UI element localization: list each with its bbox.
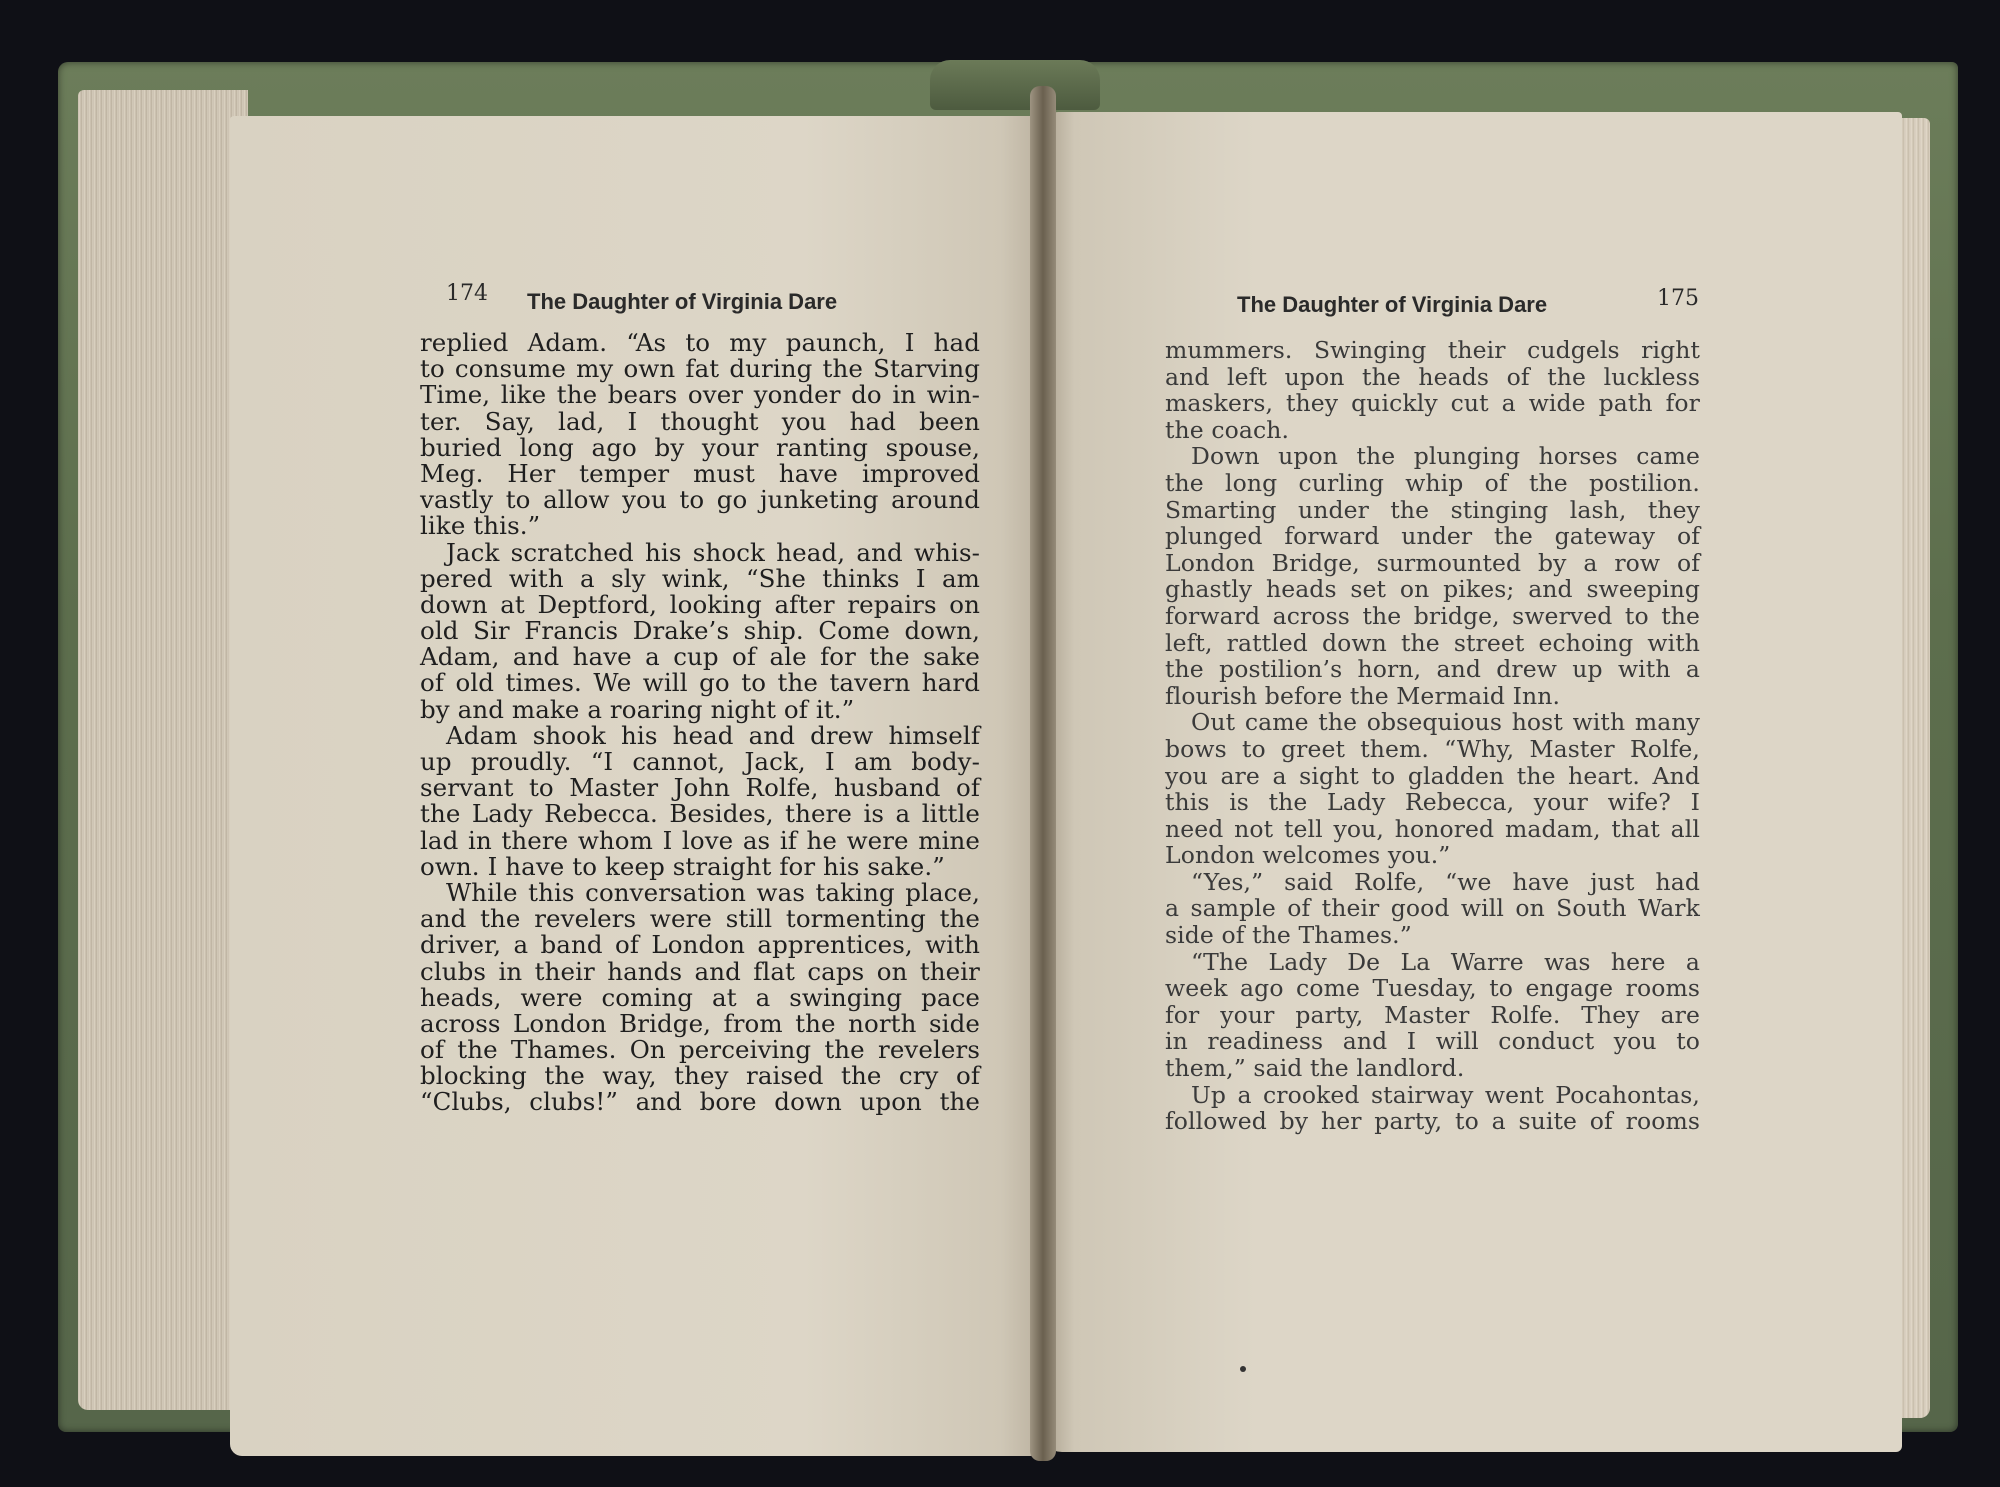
text-line: across London Bridge, from the north side xyxy=(420,1008,980,1038)
text-line: old Sir Francis Drake’s ship. Come down, xyxy=(420,616,980,646)
text-line: a sample of their good will on South Wark xyxy=(1165,894,1700,923)
text-line: mummers. Swinging their cudgels right xyxy=(1165,336,1700,364)
text-line: vastly to allow you to go junketing around xyxy=(420,485,980,515)
text-line: left, rattled down the street echoing with xyxy=(1165,628,1700,657)
text-line: “Yes,” said Rolfe, “we have just had xyxy=(1191,867,1700,896)
text-line: you are a sight to gladden the heart. And xyxy=(1165,761,1700,790)
text-line: servant to Master John Rolfe, husband of xyxy=(420,773,980,803)
text-line: the Lady Rebecca. Besides, there is a little xyxy=(420,799,980,829)
page-speck xyxy=(1240,1366,1246,1372)
text-line: bows to greet them. “Why, Master Rolfe, xyxy=(1165,734,1700,763)
text-line: London Bridge, surmounted by a row of xyxy=(1165,548,1700,577)
page-edges-left xyxy=(78,90,248,1410)
text-line: them,” said the landlord. xyxy=(1165,1054,1465,1083)
text-line: flourish before the Mermaid Inn. xyxy=(1165,681,1561,710)
text-line: Up a crooked stairway went Pocahontas, xyxy=(1191,1080,1700,1109)
text-line: the postilion’s horn, and drew up with a xyxy=(1165,655,1700,684)
text-line: Time, like the bears over yonder do in win- xyxy=(420,380,980,410)
text-line: side of the Thames.” xyxy=(1165,921,1412,950)
text-line: forward across the bridge, swerved to the xyxy=(1165,601,1700,630)
right-running-head: The Daughter of Virginia Dare xyxy=(1237,292,1548,317)
text-line: maskers, they quickly cut a wide path for xyxy=(1165,389,1700,418)
left-page-number: 174 xyxy=(446,281,488,306)
text-line: in readiness and I will conduct you to xyxy=(1165,1027,1700,1056)
text-line: and left upon the heads of the luckless xyxy=(1165,362,1700,391)
text-line: for your party, Master Rolfe. They are xyxy=(1165,1000,1700,1029)
left-running-head: The Daughter of Virginia Dare xyxy=(527,289,838,314)
text-line: like this.” xyxy=(420,511,541,541)
text-line: this is the Lady Rebecca, your wife? I xyxy=(1165,788,1700,817)
text-line: clubs in their hands and flat caps on their xyxy=(420,956,980,986)
text-line: Meg. Her temper must have improved xyxy=(420,458,980,488)
text-line: plunged forward under the gateway of xyxy=(1165,522,1700,551)
right-page-number: 175 xyxy=(1657,286,1699,311)
text-line: of the Thames. On perceiving the revelers xyxy=(420,1035,980,1065)
text-line: own. I have to keep straight for his sake.” xyxy=(420,851,945,881)
text-line: While this conversation was taking place, xyxy=(446,877,980,907)
text-line: ghastly heads set on pikes; and sweeping xyxy=(1165,575,1700,604)
text-line: down at Deptford, looking after repairs on xyxy=(420,589,980,619)
book-gutter xyxy=(1030,86,1056,1461)
text-line: driver, a band of London apprentices, with xyxy=(420,930,980,960)
text-line: of old times. We will go to the tavern hard xyxy=(420,668,980,698)
text-line: followed by her party, to a suite of rooms xyxy=(1165,1107,1700,1136)
text-line: replied Adam. “As to my paunch, I had xyxy=(420,328,980,357)
text-line: by and make a roaring night of it.” xyxy=(420,694,855,724)
text-line: to consume my own fat during the Starving xyxy=(420,354,980,384)
text-line: week ago come Tuesday, to engage rooms xyxy=(1165,974,1700,1003)
text-line: heads, were coming at a swinging pace xyxy=(420,982,980,1012)
text-line: the coach. xyxy=(1165,415,1290,444)
text-line: buried long ago by your ranting spouse, xyxy=(420,432,980,462)
text-line: need not tell you, honored madam, that all xyxy=(1165,814,1700,843)
text-line: lad in there whom I love as if he were mine xyxy=(420,825,980,855)
text-line: blocking the way, they raised the cry of xyxy=(420,1061,980,1091)
text-line: and the revelers were still tormenting the xyxy=(420,904,980,934)
right-page-text xyxy=(1165,337,1700,1135)
text-line: ter. Say, lad, I thought you had been xyxy=(420,406,980,436)
text-line: the long curling whip of the postilion. xyxy=(1165,468,1700,497)
text-line: Out came the obsequious host with many xyxy=(1191,708,1700,737)
text-line: up proudly. “I cannot, Jack, I am body- xyxy=(420,747,980,776)
text-line: Smarting under the stinging lash, they xyxy=(1165,495,1700,524)
book-spine xyxy=(930,60,1100,110)
text-line: “The Lady De La Warre was here a xyxy=(1191,947,1700,976)
text-line: Down upon the plunging horses came xyxy=(1191,442,1700,471)
text-line: Adam shook his head and drew himself xyxy=(446,720,980,750)
text-line: pered with a sly wink, “She thinks I am xyxy=(420,563,980,593)
text-line: “Clubs, clubs!” and bore down upon the xyxy=(420,1087,980,1117)
left-page-text xyxy=(420,330,980,1116)
text-line: Jack scratched his shock head, and whis- xyxy=(446,537,980,567)
text-line: Adam, and have a cup of ale for the sake xyxy=(420,642,980,672)
text-line: London welcomes you.” xyxy=(1165,841,1451,870)
